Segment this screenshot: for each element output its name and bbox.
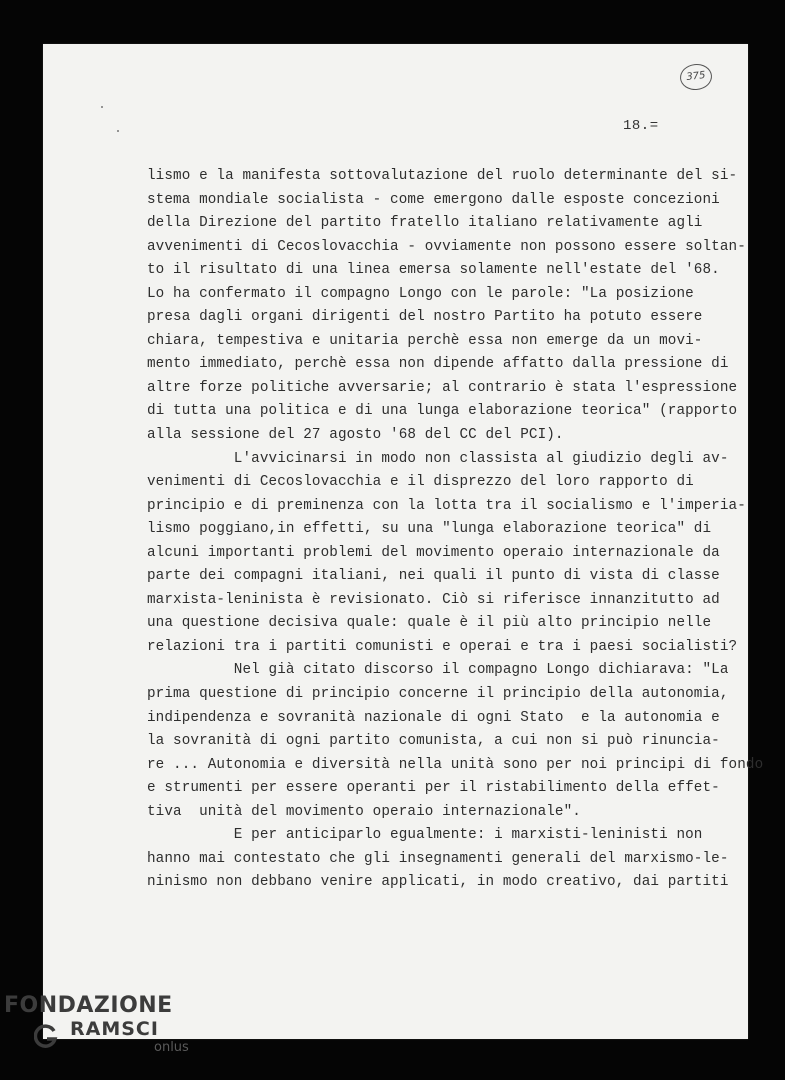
gramsci-g-logo-icon <box>34 1024 58 1048</box>
text-line: parte dei compagni italiani, nei quali il punto di vista di classe <box>147 568 720 585</box>
paper-speck <box>101 106 103 108</box>
text-line: avvenimenti di Cecoslovacchia - ovviamente non possono essere soltan- <box>147 238 746 255</box>
text-line: re ... Autonomia e diversità nella unità sono per noi principi di fondo <box>147 756 764 773</box>
text-line: indipendenza e sovranità nazionale di ogni Stato e la autonomia e <box>147 709 720 726</box>
watermark-line-1: FONDAZIONE <box>4 993 173 1018</box>
watermark-line-3: onlus <box>154 1040 189 1055</box>
text-line: prima questione di principio concerne il principio della autonomia, <box>147 686 729 703</box>
text-line: to il risultato di una linea emersa solamente nell'estate del '68. <box>147 262 720 279</box>
text-line: ninismo non debbano venire applicati, in modo creativo, dai partiti <box>147 874 729 891</box>
fondazione-gramsci-watermark <box>4 994 189 1056</box>
text-line: E per anticiparlo egualmente: i marxisti-leninisti non <box>147 827 703 844</box>
text-line: mento immediato, perchè essa non dipende affatto dalla pressione di <box>147 356 729 373</box>
text-line: Lo ha confermato il compagno Longo con le parole: "La posizione <box>147 285 694 302</box>
archive-number-stamp: 375 <box>679 62 714 91</box>
text-line: marxista-leninista è revisionato. Ciò si riferisce innanzitutto ad <box>147 591 720 608</box>
page-number: 18.= <box>623 118 659 134</box>
text-line: alcuni importanti problemi del movimento operaio internazionale da <box>147 544 720 561</box>
text-line: L'avvicinarsi in modo non classista al giudizio degli av- <box>147 450 729 467</box>
text-line: hanno mai contestato che gli insegnamenti generali del marxismo-le- <box>147 850 729 867</box>
text-line: venimenti di Cecoslovacchia e il disprezzo del loro rapporto di <box>147 474 694 491</box>
typewritten-body <box>147 165 764 895</box>
watermark-line-2: RAMSCI <box>70 1018 159 1040</box>
text-line: lismo e la manifesta sottovalutazione del ruolo determinante del si- <box>147 168 738 184</box>
text-line: della Direzione del partito fratello italiano relativamente agli <box>147 215 703 232</box>
text-line: principio e di preminenza con la lotta tra il socialismo e l'imperia- <box>147 497 746 514</box>
text-line: altre forze politiche avversarie; al contrario è stata l'espressione <box>147 379 738 396</box>
text-line: presa dagli organi dirigenti del nostro Partito ha potuto essere <box>147 309 703 326</box>
text-line: di tutta una politica e di una lunga elaborazione teorica" (rapporto <box>147 403 738 420</box>
text-line: alla sessione del 27 agosto '68 del CC del PCI). <box>147 427 564 444</box>
text-line: lismo poggiano,in effetti, su una "lunga elaborazione teorica" di <box>147 521 712 538</box>
document-page <box>43 44 764 1039</box>
text-line: una questione decisiva quale: quale è il più alto principio nelle <box>147 615 712 632</box>
text-line: stema mondiale socialista - come emergono dalle esposte concezioni <box>147 191 720 208</box>
text-line: tiva unità del movimento operaio internazionale". <box>147 803 581 820</box>
text-line: Nel già citato discorso il compagno Longo dichiarava: "La <box>147 662 729 679</box>
text-line: la sovranità di ogni partito comunista, a cui non si può rinuncia- <box>147 733 720 750</box>
paper-speck <box>117 130 119 132</box>
text-line: e strumenti per essere operanti per il ristabilimento della effet- <box>147 780 720 797</box>
text-line: chiara, tempestiva e unitaria perchè essa non emerge da un movi- <box>147 332 703 349</box>
text-line: relazioni tra i partiti comunisti e operai e tra i paesi socialisti? <box>147 638 738 655</box>
